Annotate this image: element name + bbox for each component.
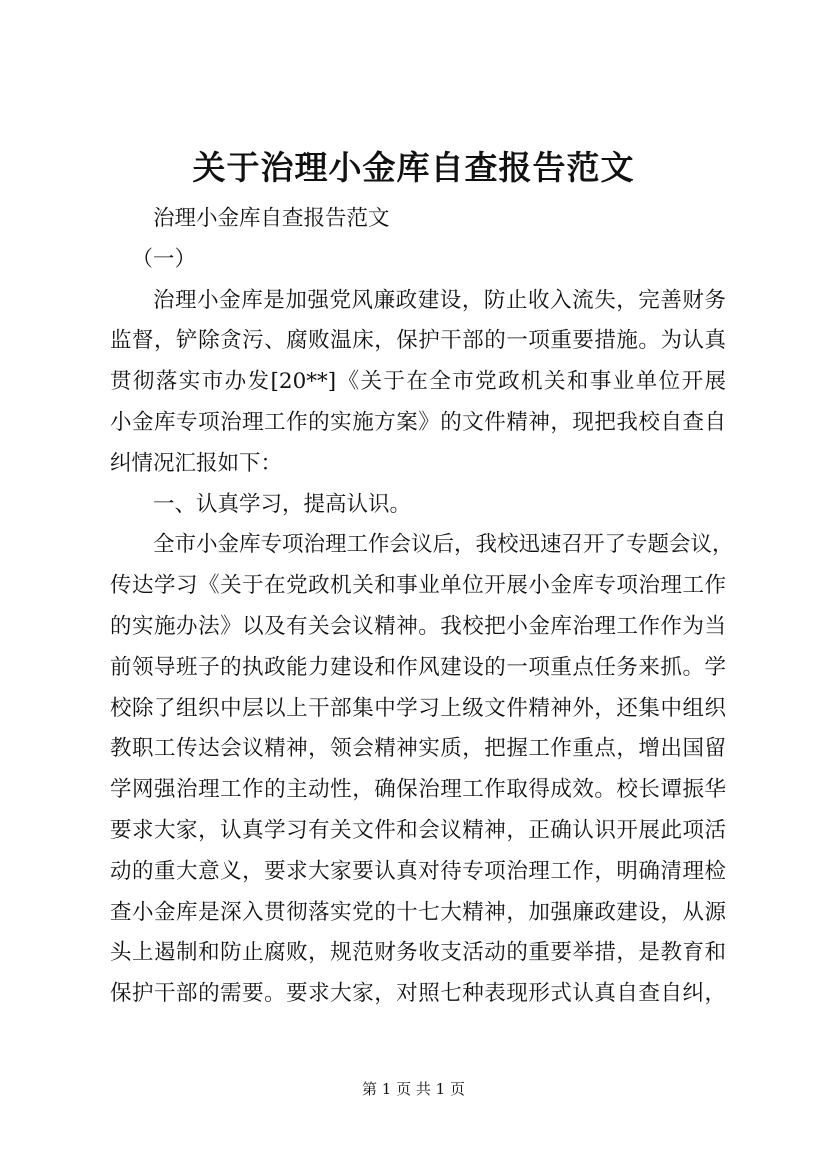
text-line: 教职工传达会议精神，领会精神实质，把握工作重点，增出国留 <box>110 736 726 762</box>
paragraph-intro <box>110 281 726 485</box>
text-line: 小金库专项治理工作的实施方案》的文件精神，现把我校自查自 <box>110 409 726 435</box>
text-line: 的实施办法》以及有关会议精神。我校把小金库治理工作作为当 <box>110 613 726 639</box>
paragraph-main <box>110 525 734 1015</box>
text-line: 监督，铲除贪污、腐败温床，保护干部的一项重要措施。为认真 <box>110 328 726 354</box>
document-body <box>110 199 734 1015</box>
text-line: 要求大家，认真学习有关文件和会议精神，正确认识开展此项活 <box>110 817 726 843</box>
section-heading <box>110 485 726 526</box>
section-marker: （一） <box>131 246 197 272</box>
text-line: 动的重大意义，要求大家要认真对待专项治理工作，明确清理检 <box>110 858 726 884</box>
text-line: 治理小金库是加强党风廉政建设，防止收入流失，完善财务 <box>153 287 726 313</box>
text-line: 头上遏制和防止腐败，规范财务收支活动的重要举措，是教育和 <box>110 940 726 966</box>
text-line: 保护干部的需要。要求大家，对照七种表现形式认真自查自纠， <box>110 981 726 1007</box>
text-line: 学网强治理工作的主动性，确保治理工作取得成效。校长谭振华 <box>110 777 726 803</box>
text-line: 前领导班子的执政能力建设和作风建设的一项重点任务来抓。学 <box>110 654 726 680</box>
text-line: 传达学习《关于在党政机关和事业单位开展小金库专项治理工作 <box>110 573 726 599</box>
text-line: 纠情况汇报如下： <box>110 450 283 476</box>
text-line: 查小金库是深入贯彻落实党的十七大精神，加强廉政建设，从源 <box>110 899 726 925</box>
page-footer: 第 1 页 共 1 页 <box>362 1080 465 1098</box>
subtitle: 治理小金库自查报告范文 <box>153 206 390 231</box>
section-heading-text: 一、认真学习，提高认识。 <box>153 491 412 517</box>
document-title: 关于治理小金库自查报告范文 <box>192 148 635 187</box>
text-line: 全市小金库专项治理工作会议后，我校迅速召开了专题会议， <box>153 532 734 558</box>
text-line: 贯彻落实市办发[20**]《关于在全市党政机关和事业单位开展 <box>110 369 726 395</box>
text-line: 校除了组织中层以上干部集中学习上级文件精神外，还集中组织 <box>110 695 726 721</box>
